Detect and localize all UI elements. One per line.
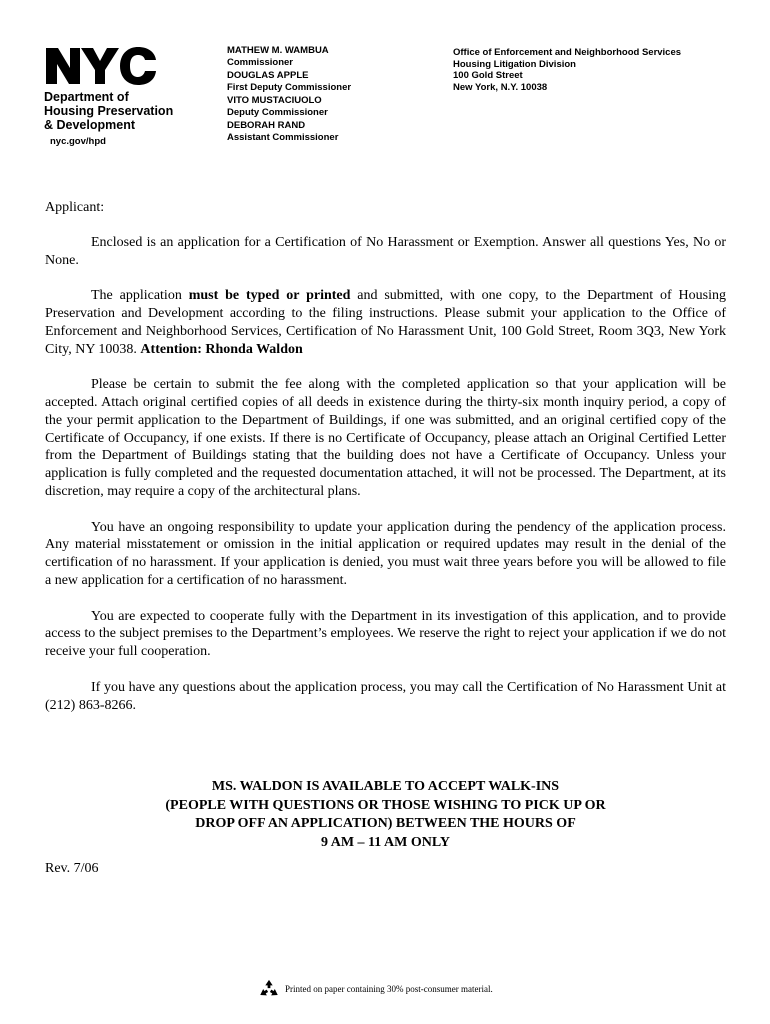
official-title: Commissioner — [227, 56, 293, 68]
recycle-icon — [258, 978, 280, 1000]
paragraph-fee: Please be certain to submit the fee along with the completed application so that your application will be accepted. Attach original certified copies of all deeds in existence during the thirty-six month inquiry period, a copy of the your permit application to the Department of Buildings, if one was submitted, and an original certified copy of the Certificate of Occupancy, if one exists. If there is no Certificate of Occupancy, please attach an Original Certified Letter from the Department of Buildings stating that the building does not have a Certificate of Occupancy. Unless your application is fully completed and the requested documentation attached, it will not be processed. The Department, at its discretion, may require a copy of the architectural plans. — [45, 377, 726, 499]
footer — [258, 978, 493, 1000]
official-name: VITO MUSTACIUOLO — [227, 95, 322, 106]
officials-list — [227, 45, 351, 145]
emphasis-typed-printed: must be typed or printed — [188, 288, 351, 304]
paragraph-cooperation: You are expected to cooperate fully with the Department in its investigation of this application, and to provide access to the subject premises to the Department’s employees. We reserve the right to reject your application if we do not receive your full cooperation. — [45, 608, 726, 660]
official-entry — [227, 120, 351, 143]
official-name: DOUGLAS APPLE — [227, 70, 309, 81]
official-entry — [227, 45, 351, 68]
paragraph-contact: If you have any questions about the application process, you may call the Certification of No Harassment Unit at (212) 863-8266. — [45, 679, 726, 713]
official-name: MATHEW M. WAMBUA — [227, 45, 329, 56]
official-title: First Deputy Commissioner — [227, 81, 352, 93]
department-name: Department of Housing Preservation & Development — [44, 90, 174, 132]
attention-line: Attention: Rhonda Waldon — [140, 341, 303, 357]
paragraph-enclosed: Enclosed is an application for a Certification of No Harassment or Exemption. Answer all questions Yes, No or None. — [45, 234, 726, 268]
nyc-logo-icon — [44, 44, 158, 88]
office-address: Office of Enforcement and Neighborhood Services Housing Litigation Division 100 Gold Street New York, N.Y. 10038 — [453, 47, 682, 93]
letter-body — [45, 199, 726, 732]
revision-date: Rev. 7/06 — [45, 861, 99, 876]
walk-in-notice: MS. WALDON IS AVAILABLE TO ACCEPT WALK-INS (PEOPLE WITH QUESTIONS OR THOSE WISHING TO PICK UP OR DROP OFF AN APPLICATION) BETWEEN THE HOURS OF 9 AM – 11 AM ONLY — [165, 779, 606, 850]
hpd-logo — [44, 44, 194, 147]
official-entry — [227, 95, 351, 118]
salutation: Applicant: — [45, 200, 105, 215]
paragraph-submission: The application must be typed or printed and submitted, with one copy, to the Department of Housing Preservation and Development according to the filing instructions. Please submit your application to the Office of Enforcement and Neighborhood Services, Certification of No Harassment Unit, 100 Gold Street, Room 3Q3, New York City, NY 10038. Attention: Rhonda Waldon — [45, 288, 727, 357]
official-title: Deputy Commissioner — [227, 106, 328, 118]
footer-text: Printed on paper containing 30% post-consumer material. — [285, 984, 493, 994]
official-title: Assistant Commissioner — [227, 131, 339, 143]
official-name: DEBORAH RAND — [227, 120, 306, 131]
website-url: nyc.gov/hpd — [50, 136, 106, 147]
official-entry — [227, 70, 351, 93]
paragraph-responsibility: You have an ongoing responsibility to update your application during the pendency of the application process. Any material misstatement or omission in the initial application or required updates may result in the denial of the certification of no harassment. If your application is denied, you must wait three years before you will be allowed to file a new application for a certification of no harassment. — [45, 519, 726, 588]
